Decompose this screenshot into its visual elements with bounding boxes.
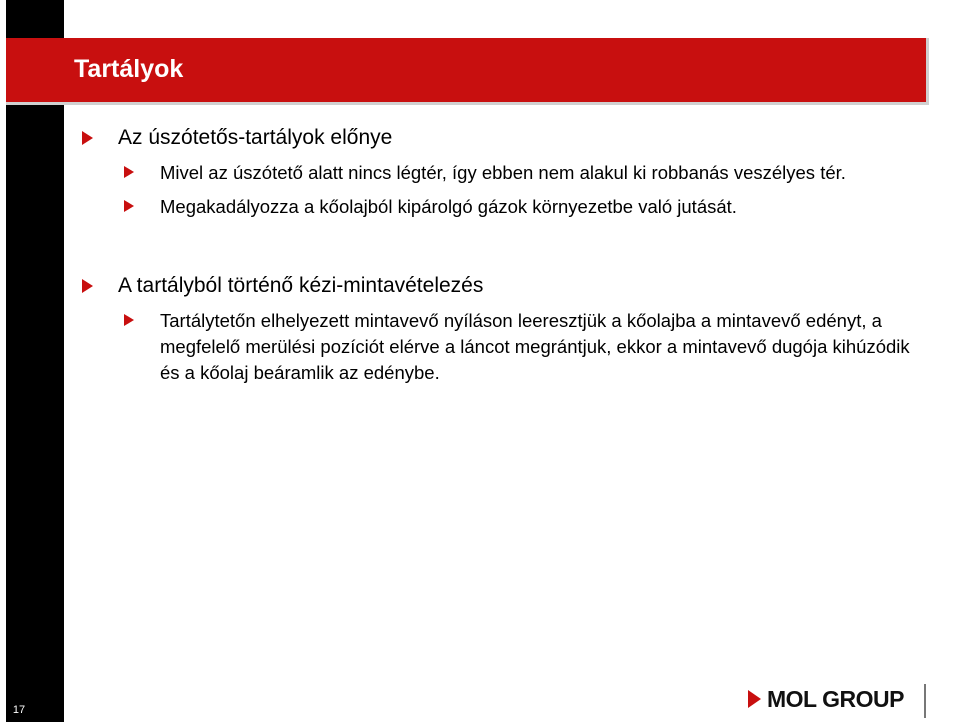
list-item: Tartálytetőn elhelyezett mintavevő nyíláson leeresztjük a kőolajba a mintavevő edényt, a megfelelő merülési pozíciót elérve a láncot megrántjuk, ekkor a mintavevő dugója kihúzódik és a kőolaj beáramlik az edénybe.: [82, 308, 932, 386]
left-sidebar-bar: [6, 0, 64, 722]
slide-title: Tartályok: [74, 55, 184, 83]
slide-content: [82, 124, 932, 438]
section-manual-sampling: [82, 272, 932, 386]
bullet-triangle-icon: [82, 279, 93, 293]
section-heading: Az úszótetős-tartályok előnye: [82, 124, 932, 152]
bullet-triangle-icon: [82, 131, 93, 145]
list-item: Mivel az úszótető alatt nincs légtér, így ebben nem alakul ki robbanás veszélyes tér.: [82, 160, 932, 186]
logo-text: MOL GROUP: [767, 685, 904, 712]
page-number: 17: [12, 704, 26, 716]
section-floating-roof-advantages: [82, 124, 932, 220]
mol-group-logo: [748, 684, 904, 714]
bullet-triangle-icon: [124, 314, 134, 326]
bullet-triangle-icon: [124, 166, 134, 178]
section-heading: A tartályból történő kézi-mintavételezés: [82, 272, 932, 300]
logo-triangle-icon: [748, 690, 761, 708]
bullet-triangle-icon: [124, 200, 134, 212]
logo-divider: [924, 684, 926, 718]
title-bar: [6, 38, 929, 105]
list-item: Megakadályozza a kőolajból kipárolgó gázok környezetbe való jutását.: [82, 194, 932, 220]
